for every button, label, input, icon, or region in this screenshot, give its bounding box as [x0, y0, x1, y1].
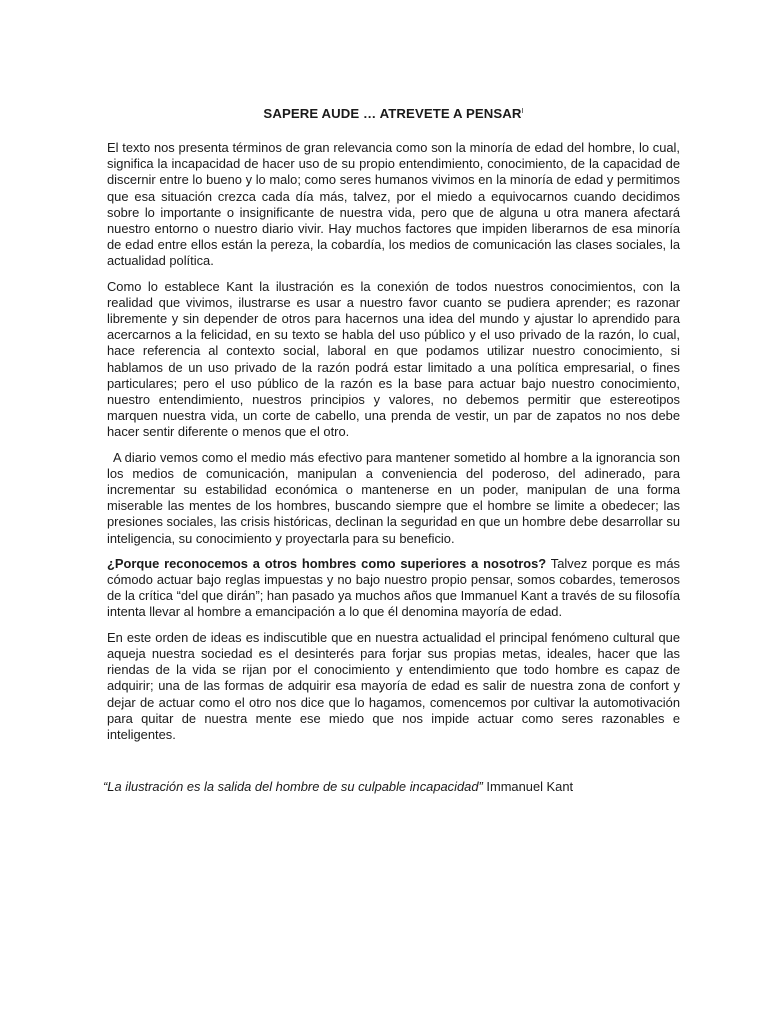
paragraph-question — [107, 556, 680, 621]
paragraph-2: Como lo establece Kant la ilustración es la conexión de todos nuestros conocimientos, con la realidad que vivimos, ilustrarse es usar a nuestro favor cuanto se pudiera aprender; es razonar libremente y sin depender de otros para hacernos una idea del mundo y ajustar lo aprendido para acercarnos a la felicidad, en su texto se habla del uso público y el uso privado de la razón, lo cual, hace referencia al contexto social, laboral en que podamos utilizar nuestro conocimiento, si hablamos de un uso privado de la razón podrá estar limitado a una política empresarial, o fines particulares; pero el uso público de la razón es la base para actuar bajo nuestro conocimiento, nuestro entendimiento, nuestros principios y valores, no debemos permitir que estereotipos marquen nuestra vida, un corte de cabello, una prenda de vestir, un par de zapatos no nos debe hacer sentir diferente o menos que el otro. — [107, 278, 680, 440]
title-footnote-marker: I — [521, 108, 524, 115]
closing-quote — [103, 779, 680, 795]
question-answer: Talvez porque es más cómodo actuar bajo reglas impuestas y no bajo nuestro propio pensar, somos cobardes, temerosos de la crítica “del que dirán”; han pasado ya muchos años que Immanuel Kant a través de su filosofía intenta llevar al hombre a emancipación a lo que él denomina mayoría de edad. — [107, 555, 680, 620]
quote-text: “La ilustración es la salida del hombre de su culpable incapacidad” — [103, 779, 483, 795]
paragraph-closing: En este orden de ideas es indiscutible que en nuestra actualidad el principal fenómeno cultural que aqueja nuestra sociedad es el desinterés para forjar sus propias metas, ideales, hacer que las riendas de la vida se rijan por el conocimiento y entendimiento que todo hombre es capaz de adquirir; una de las formas de adquirir esa mayoría de edad es salir de nuestra zona de confort y dejar de actuar como el otro nos dice que lo hagamos, comencemos por cultivar la automotivación para quitar de nuestra mente ese miedo que nos impide actuar como seres razonables e inteligentes. — [107, 629, 680, 742]
question-text: ¿Porque reconocemos a otros hombres como superiores a nosotros? — [107, 555, 547, 571]
quote-author: Immanuel Kant — [482, 779, 574, 795]
paragraph-1: El texto nos presenta términos de gran relevancia como son la minoría de edad del hombre, lo cual, significa la incapacidad de hacer uso de su propio entendimiento, conocimiento, de la capacidad de discernir entre lo bueno y lo malo; como seres humanos vivimos en la minoría de edad y permitimos que esa situación crezca cada día más, talvez, por el miedo a equivocarnos cuando decidimos sobre lo importante o insignificante de nuestra vida, pero que de alguna u otra manera afectará nuestro entorno o nuestro diario vivir. Hay muchos factores que impiden liberarnos de esa minoría de edad entre ellos están la pereza, la cobardía, los medios de comunicación las clases sociales, la actualidad política. — [107, 140, 680, 269]
paragraph-3: A diario vemos como el medio más efectivo para mantener sometido al hombre a la ignorancia son los medios de comunicación, manipulan a conveniencia del poderoso, del adinerado, para incrementar su estabilidad económica o mantenerse en un poder, manipulan de una forma miserable las mentes de los hombres, buscando siempre que el hombre se limite a obedecer; las presiones sociales, las crisis históricas, declinan la seguridad en que un hombre debe desarrollar su inteligencia, su conocimiento y proyectarla para su beneficio. — [107, 449, 680, 546]
document-title — [107, 104, 680, 122]
document-page — [103, 104, 680, 795]
title-text: SAPERE AUDE … ATREVETE A PENSAR — [263, 106, 522, 121]
